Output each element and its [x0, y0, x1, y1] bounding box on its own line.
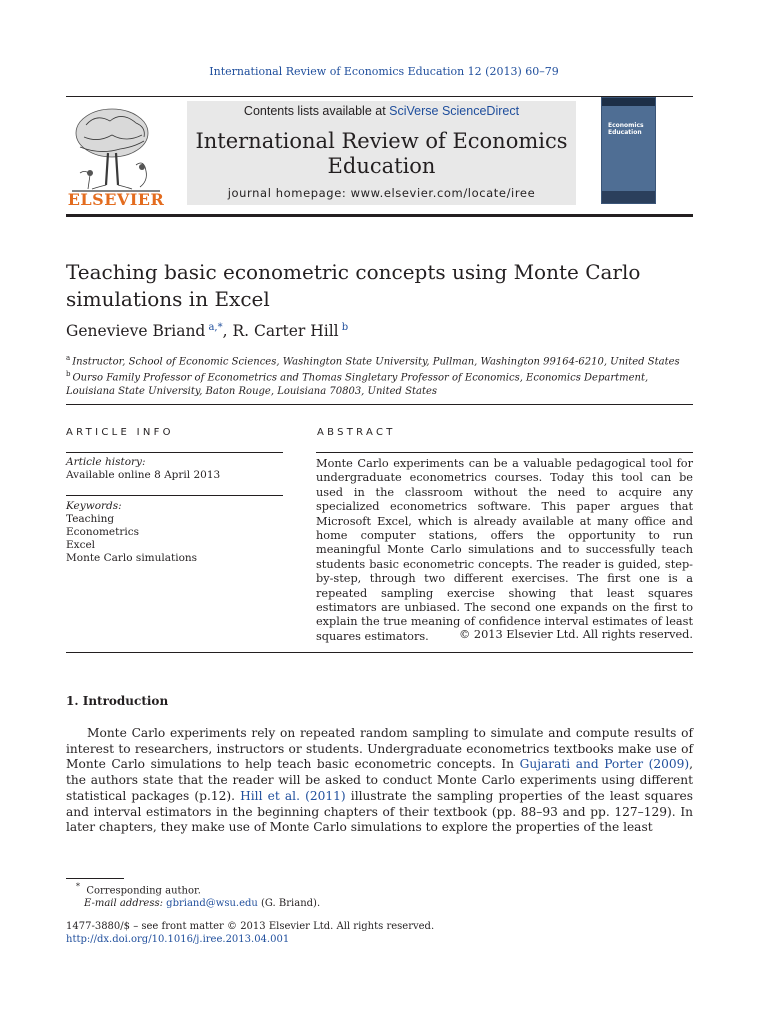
affiliations — [66, 352, 693, 398]
cover-footer — [602, 191, 655, 203]
keyword: Econometrics — [66, 526, 139, 538]
keywords-label: Keywords: — [66, 500, 122, 512]
email-label: E-mail address: — [84, 898, 163, 910]
affiliation — [66, 368, 693, 384]
author-name: R. Carter Hill — [232, 322, 339, 341]
introduction-paragraph — [66, 726, 693, 836]
email-link[interactable]: gbriand@wsu.edu — [166, 898, 258, 910]
affiliation-mark: b — [66, 370, 71, 379]
affiliation-text: Ourso Family Professor of Econometrics and Thomas Singletary Professor of Economics, Economics Department, — [72, 372, 649, 384]
intro-text: Monte Carlo experiments rely on repeated random sampling to simulate and compute results of interest to researchers, instructors or students. Undergraduate econometrics textbooks make use of Monte Carlo simulations to help teach basic econometric concepts. In — [66, 726, 693, 772]
citation-gujarati-porter[interactable]: Gujarati and Porter (2009) — [519, 757, 690, 772]
abstract-rule — [316, 452, 693, 453]
author-marks[interactable]: a,* — [208, 322, 223, 333]
elsevier-wordmark: ELSEVIER — [67, 190, 165, 209]
masthead-top-rule — [66, 96, 693, 97]
history-value: Available online 8 April 2013 — [66, 469, 221, 481]
intro-text: illustrate the sampling properties of the least squares and interval estimators in the beginning chapters of their textbook (pp. 88–93 and pp. 127–129). In later chapters, they make use of Monte Carlo simulations to explore the properties of the least — [66, 788, 694, 835]
running-head[interactable]: International Review of Economics Education 12 (2013) 60–79 — [209, 65, 559, 78]
abstract-copyright: © 2013 Elsevier Ltd. All rights reserved. — [459, 628, 693, 641]
info-rule-1 — [66, 452, 283, 453]
keyword: Excel — [66, 539, 96, 551]
section-heading: 1. Introduction — [66, 694, 169, 708]
contents-prefix: Contents lists available at — [243, 104, 390, 118]
journal-title: International Review of Economics Education — [195, 129, 568, 178]
author-list: Genevieve Briand $^{a,*}$, R. Carter Hill $^b$ — [66, 322, 349, 341]
affiliation-text: Louisiana State University, Baton Rouge, Louisiana 70803, United States — [66, 385, 438, 397]
author-marks[interactable]: b — [341, 322, 349, 333]
article-info-heading: ARTICLE INFO — [66, 427, 174, 438]
footnote-text: Corresponding author. — [86, 885, 201, 897]
article-history — [66, 456, 283, 482]
affiliation — [66, 352, 693, 368]
contents-line — [187, 104, 576, 118]
info-top-rule — [66, 404, 693, 405]
masthead-bottom-rule — [66, 214, 693, 217]
email-footnote — [66, 897, 693, 910]
email-owner: (G. Briand). — [261, 898, 321, 910]
citation-hill[interactable]: Hill et al. (2011) — [240, 788, 346, 803]
info-rule-2 — [66, 495, 283, 496]
history-label: Article history: — [66, 456, 146, 468]
front-matter — [66, 920, 693, 946]
article-title: Teaching basic econometric concepts using Monte Carlo simulations in Excel — [66, 260, 641, 311]
abstract-text: Monte Carlo experiments can be a valuable pedagogical tool for undergraduate econometrics courses. Today this tool can be used in the classroom without the need to acquire any specialized econometrics software. This paper argues that Microsoft Excel, which is already available at many office and home computer stations, offers the opportunity to run meaningful Monte Carlo simulations and to successfully teach students basic econometric concepts. The reader is guided, step-by-step, through two different exercises. The first one is a repeated sampling exercise showing that least squares estimators are unbiased. The second one expands on the first to explain the true meaning of confidence interval estimates of least squares estimators. — [316, 457, 693, 643]
keyword: Monte Carlo simulations — [66, 552, 198, 564]
author-name: Genevieve Briand — [66, 322, 206, 341]
journal-cover-thumbnail — [601, 97, 656, 204]
cover-title: Economics Education — [608, 122, 644, 136]
affiliation-mark: a — [66, 354, 71, 362]
footnote-rule — [66, 878, 124, 879]
corresponding-footnote — [66, 880, 693, 897]
footnotes — [66, 880, 693, 910]
affiliation-text: Instructor, School of Economic Sciences, Washington State University, Pullman, Washington 99164-6210, United States — [72, 356, 680, 368]
cover-top-bar — [602, 98, 655, 106]
sciencedirect-link[interactable]: SciVerse ScienceDirect — [389, 104, 520, 118]
footnote-mark: * — [75, 881, 80, 891]
doi-link[interactable]: http://dx.doi.org/10.1016/j.iree.2013.04.001 — [66, 934, 290, 945]
journal-homepage[interactable]: journal homepage: www.elsevier.com/locate/iree — [227, 186, 536, 200]
keywords — [66, 500, 283, 565]
intro-text: , the authors state that the reader will be asked to conduct Monte Carlo experiments using different statistical packages (p.12). — [66, 757, 694, 803]
keyword: Teaching — [66, 513, 115, 525]
issn-line: 1477-3880/$ – see front matter © 2013 Elsevier Ltd. All rights reserved. — [66, 921, 435, 932]
affiliation — [66, 385, 693, 398]
abstract-bottom-rule — [66, 652, 693, 653]
abstract-heading: ABSTRACT — [317, 427, 396, 438]
